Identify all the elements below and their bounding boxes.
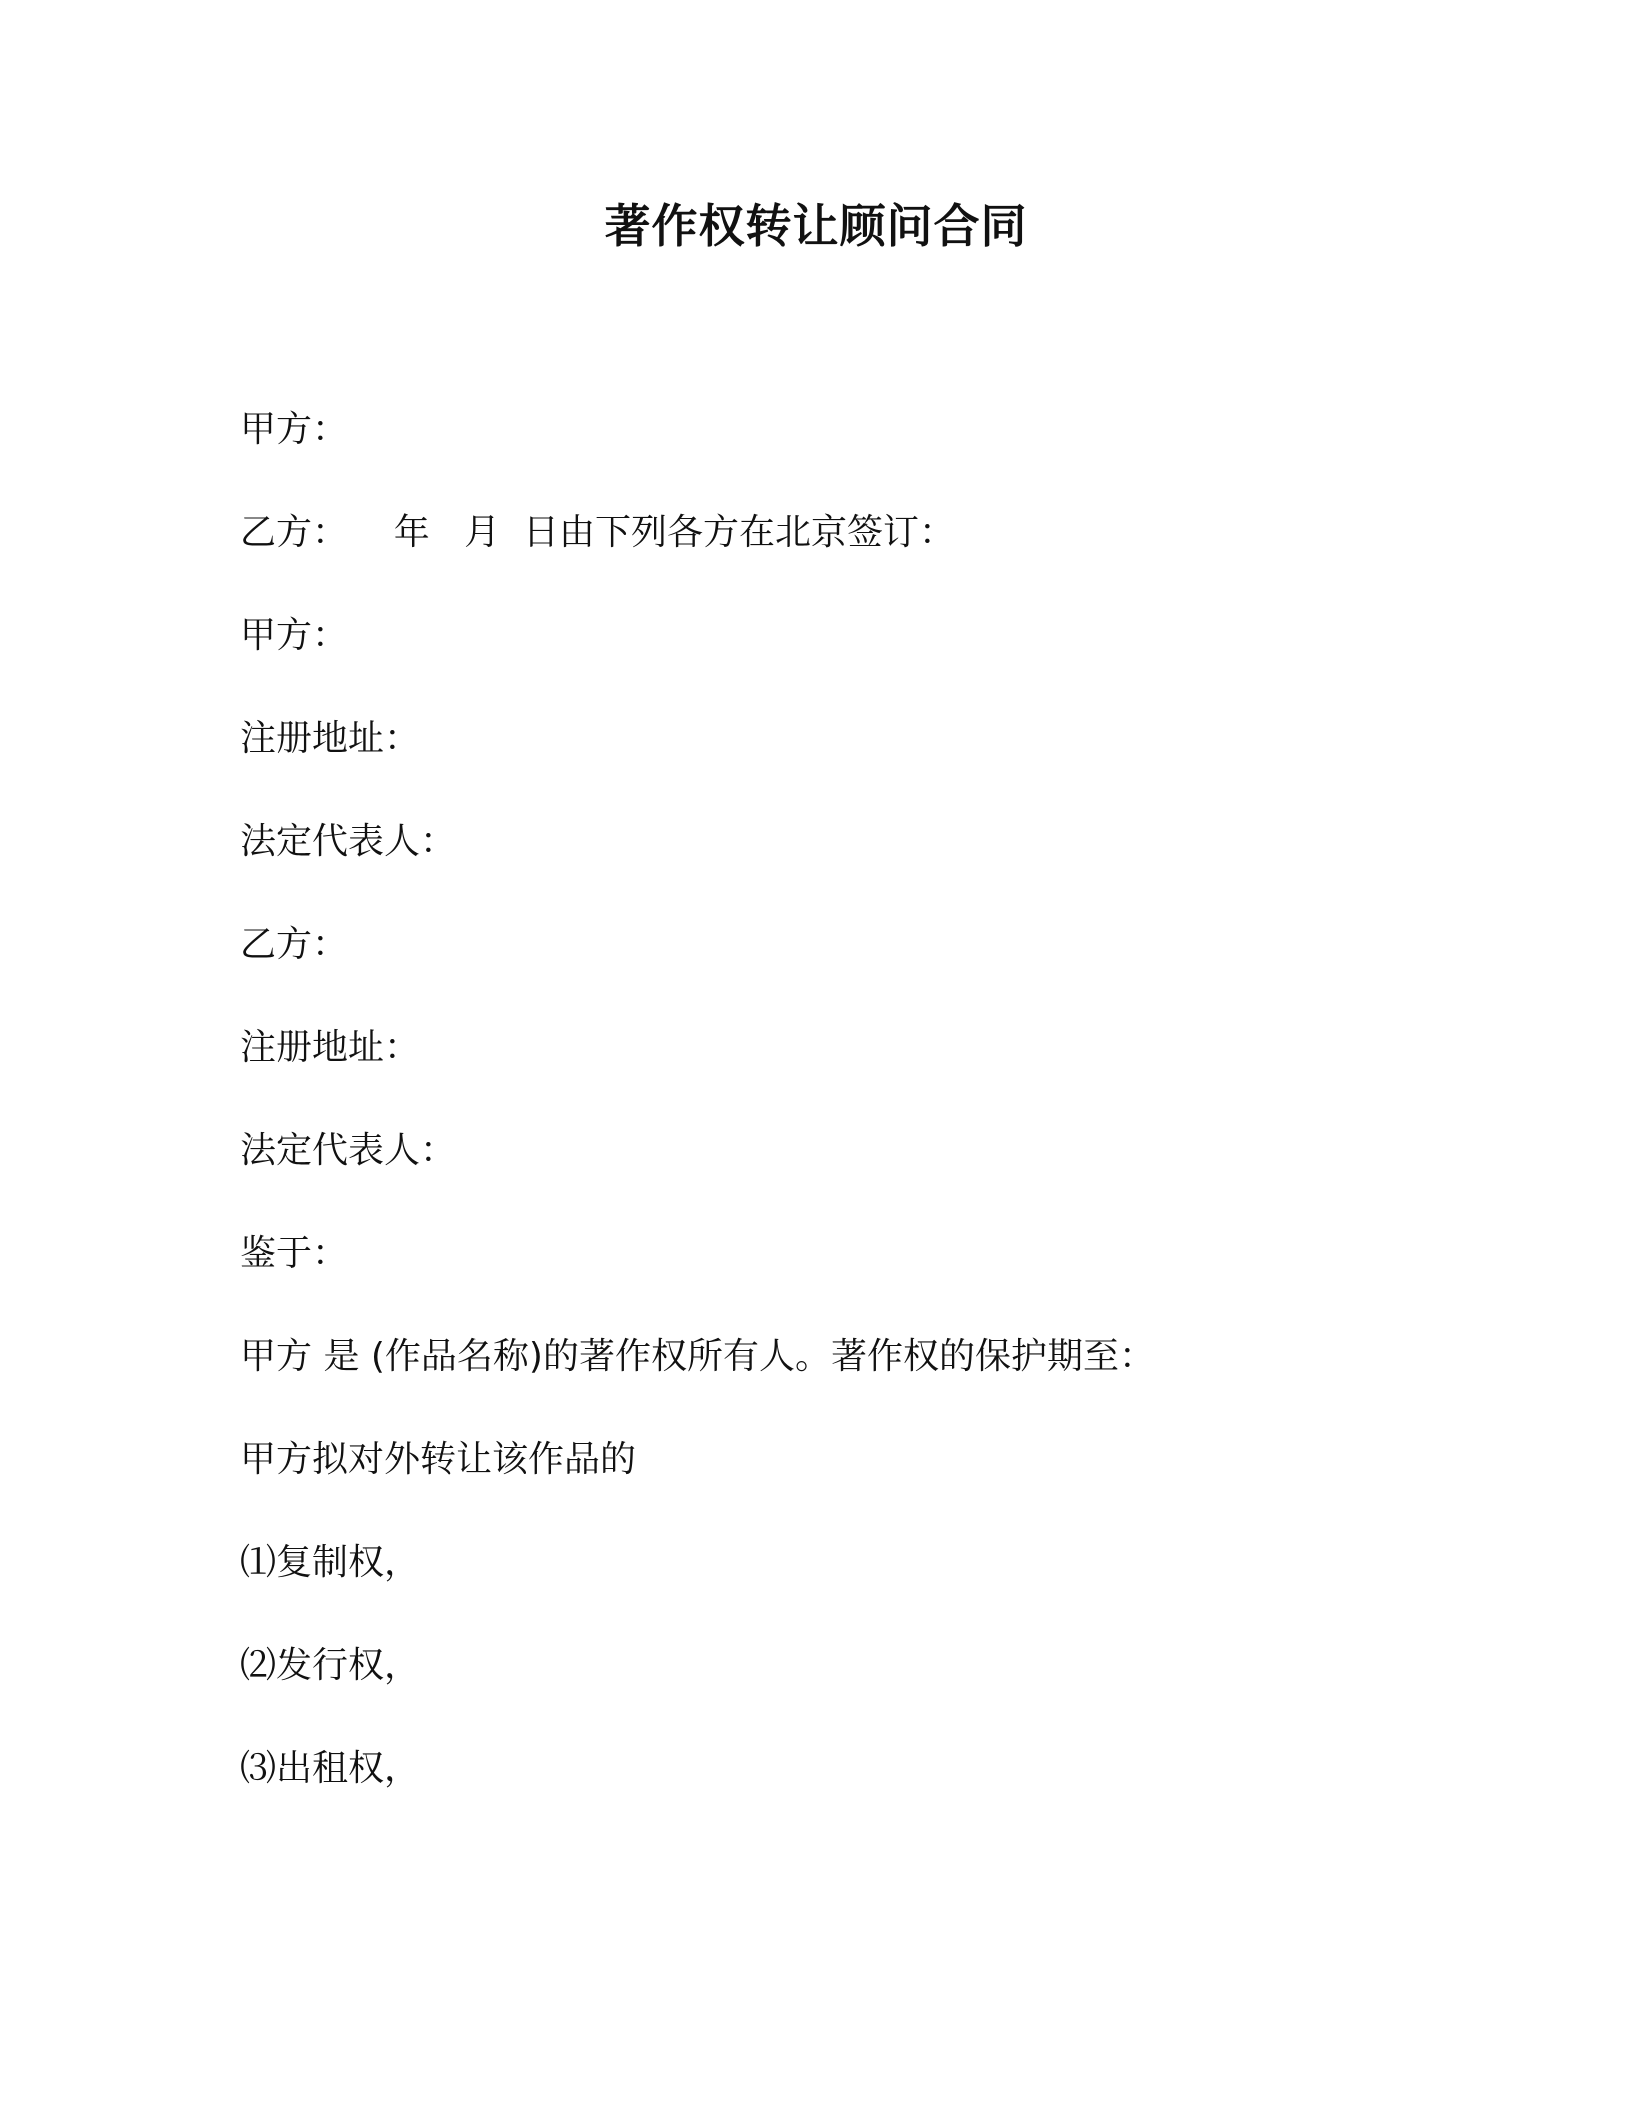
party-a-registered-address: 注册地址： [240, 718, 421, 759]
whereas-label: 鉴于： [240, 1233, 349, 1274]
party-b-signing-line: 乙方： 年 月 日由下列各方在北京签订： [240, 512, 955, 553]
party-b-label-detail: 乙方： [240, 924, 349, 965]
right-item-reproduction: ⑴复制权， [240, 1542, 421, 1583]
party-b-registered-address: 注册地址： [240, 1027, 421, 1068]
document-title: 著作权转让顾问合同 [604, 199, 1028, 253]
right-item-rental: ⑶出租权， [240, 1748, 421, 1789]
party-b-legal-representative: 法定代表人： [240, 1130, 457, 1171]
party-a-label: 甲方： [240, 409, 349, 450]
right-item-distribution: ⑵发行权， [240, 1645, 421, 1686]
document-body [240, 406, 1440, 1848]
copyright-owner-clause: 甲方 是 (作品名称)的著作权所有人。著作权的保护期至： [240, 1336, 1155, 1377]
transfer-intent-clause: 甲方拟对外转让该作品的 [240, 1439, 637, 1480]
party-a-legal-representative: 法定代表人： [240, 821, 457, 862]
party-a-label-detail: 甲方： [240, 615, 349, 656]
